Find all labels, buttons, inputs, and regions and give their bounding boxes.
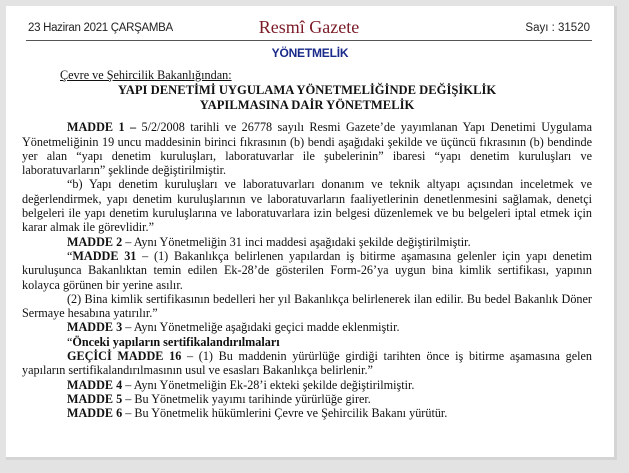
provisional-article-16 bbox=[22, 349, 592, 378]
article-31-para-2: (2) Bina kimlik sertifikasının bedelleri her yıl Bakanlıkça belirlenerek ilan edilir. Bu bedel Bakanlık Döner Sermaye hesabına yatırılır.” bbox=[22, 291, 592, 321]
article-1 bbox=[22, 120, 592, 177]
article-label: MADDE 2 bbox=[67, 234, 123, 249]
article-text: – Aynı Yönetmeliğe aşağıdaki geçici madde eklenmiştir. bbox=[122, 320, 400, 335]
article-label: MADDE 5 bbox=[67, 391, 123, 406]
article-text: – Aynı Yönetmeliğin Ek-28’i ekteki şekilde değiştirilmiştir. bbox=[122, 377, 415, 392]
regulation-body bbox=[22, 68, 592, 421]
article-label: MADDE 3 bbox=[67, 320, 123, 335]
article-label: MADDE 4 bbox=[67, 377, 123, 392]
article-text: – Aynı Yönetmeliğin 31 inci maddesi aşağıdaki şekilde değiştirilmiştir. bbox=[122, 234, 471, 249]
article-text: 5/2/2008 tarihli ve 26778 sayılı Resmi Gazete’de yayımlanan Yapı Denetimi Uygulama Yönetmeliğinin 19 uncu maddesinin birinci fıkrasının (b) bendi aşağıdaki şekilde ve üçüncü fıkrasının (b) bendinde yer alan “yapı denetim kuruluşları, laboratuvarlar ile şubelerinin” ibaresi “yapı denetim kuruluşları ve laboratuvarların” şeklinde değiştirilmiştir. bbox=[22, 120, 592, 178]
article-6 bbox=[22, 406, 592, 420]
quote-mark: “ bbox=[67, 248, 73, 263]
article-label: GEÇİCİ MADDE 16 bbox=[67, 349, 182, 364]
article-31 bbox=[22, 249, 592, 292]
title-line-1: YAPI DENETİMİ UYGULAMA YÖNETMELİĞİNDE DEĞİŞİKLİK bbox=[117, 83, 497, 98]
regulation-title bbox=[22, 83, 592, 113]
issue-number: Sayı : 31520 bbox=[525, 22, 590, 34]
article-text: – (1) Bu maddenin yürürlüğe girdiği tarihten önce iş bitirme aşamasına gelen yapıların sertifikalandırılmasının usul ve esasları Bakanlıkça belirlenir.” bbox=[22, 349, 593, 378]
provisional-heading bbox=[22, 335, 592, 349]
article-1-clause-b: “b) Yapı denetim kuruluşları ve laboratuvarları donanım ve teknik altyapı açısından inceletmek ve değerlendirmek, yapı denetim kuruluşlarının ve laboratuvarların faaliyetlerinin denetlenmesini sağlamak, denetçi belgeleri ile yapı denetim kuruluşlarına ve laboratuvarlara izin belgesi düzenlemek ve bu belgeleri iptal etmek için karar almak ile görevlidir.” bbox=[22, 177, 592, 235]
article-label: MADDE 6 bbox=[67, 406, 123, 421]
heading-text: Önceki yapıların sertifikalandırılmaları bbox=[72, 334, 280, 349]
article-3 bbox=[22, 320, 592, 334]
publication-date: 23 Haziran 2021 ÇARŞAMBA bbox=[28, 22, 173, 34]
ministry-name: Çevre ve Şehircilik Bakanlığından: bbox=[60, 68, 232, 82]
article-text: – (1) Bakanlıkça belirlenen yapılardan iş bitirme aşamasına gelenler için yapı denetim kuruluşunca Bakanlıktan temin edilen Ek-28’de gösterilen Form-26’ya uygun bina kimlik sertifikası, yapının kolayca görünen bir yerine asılır. bbox=[22, 248, 592, 292]
article-label: MADDE 31 bbox=[72, 248, 137, 263]
section-title: YÖNETMELİK bbox=[271, 46, 349, 60]
article-5 bbox=[22, 392, 592, 406]
article-label: MADDE 1 – bbox=[67, 120, 137, 135]
title-line-2: YAPILMASINA DAİR YÖNETMELİK bbox=[199, 98, 415, 113]
article-4 bbox=[22, 378, 592, 392]
article-text: – Bu Yönetmelik hükümlerini Çevre ve Şehircilik Bakanı yürütür. bbox=[122, 406, 448, 421]
article-text: – Bu Yönetmelik yayımı tarihinde yürürlüğe girer. bbox=[122, 391, 371, 406]
quote-mark: “ bbox=[67, 334, 73, 349]
gazette-header bbox=[26, 12, 592, 41]
masthead: Resmî Gazete bbox=[258, 17, 360, 37]
article-2 bbox=[22, 235, 592, 249]
gazette-page bbox=[6, 6, 617, 460]
